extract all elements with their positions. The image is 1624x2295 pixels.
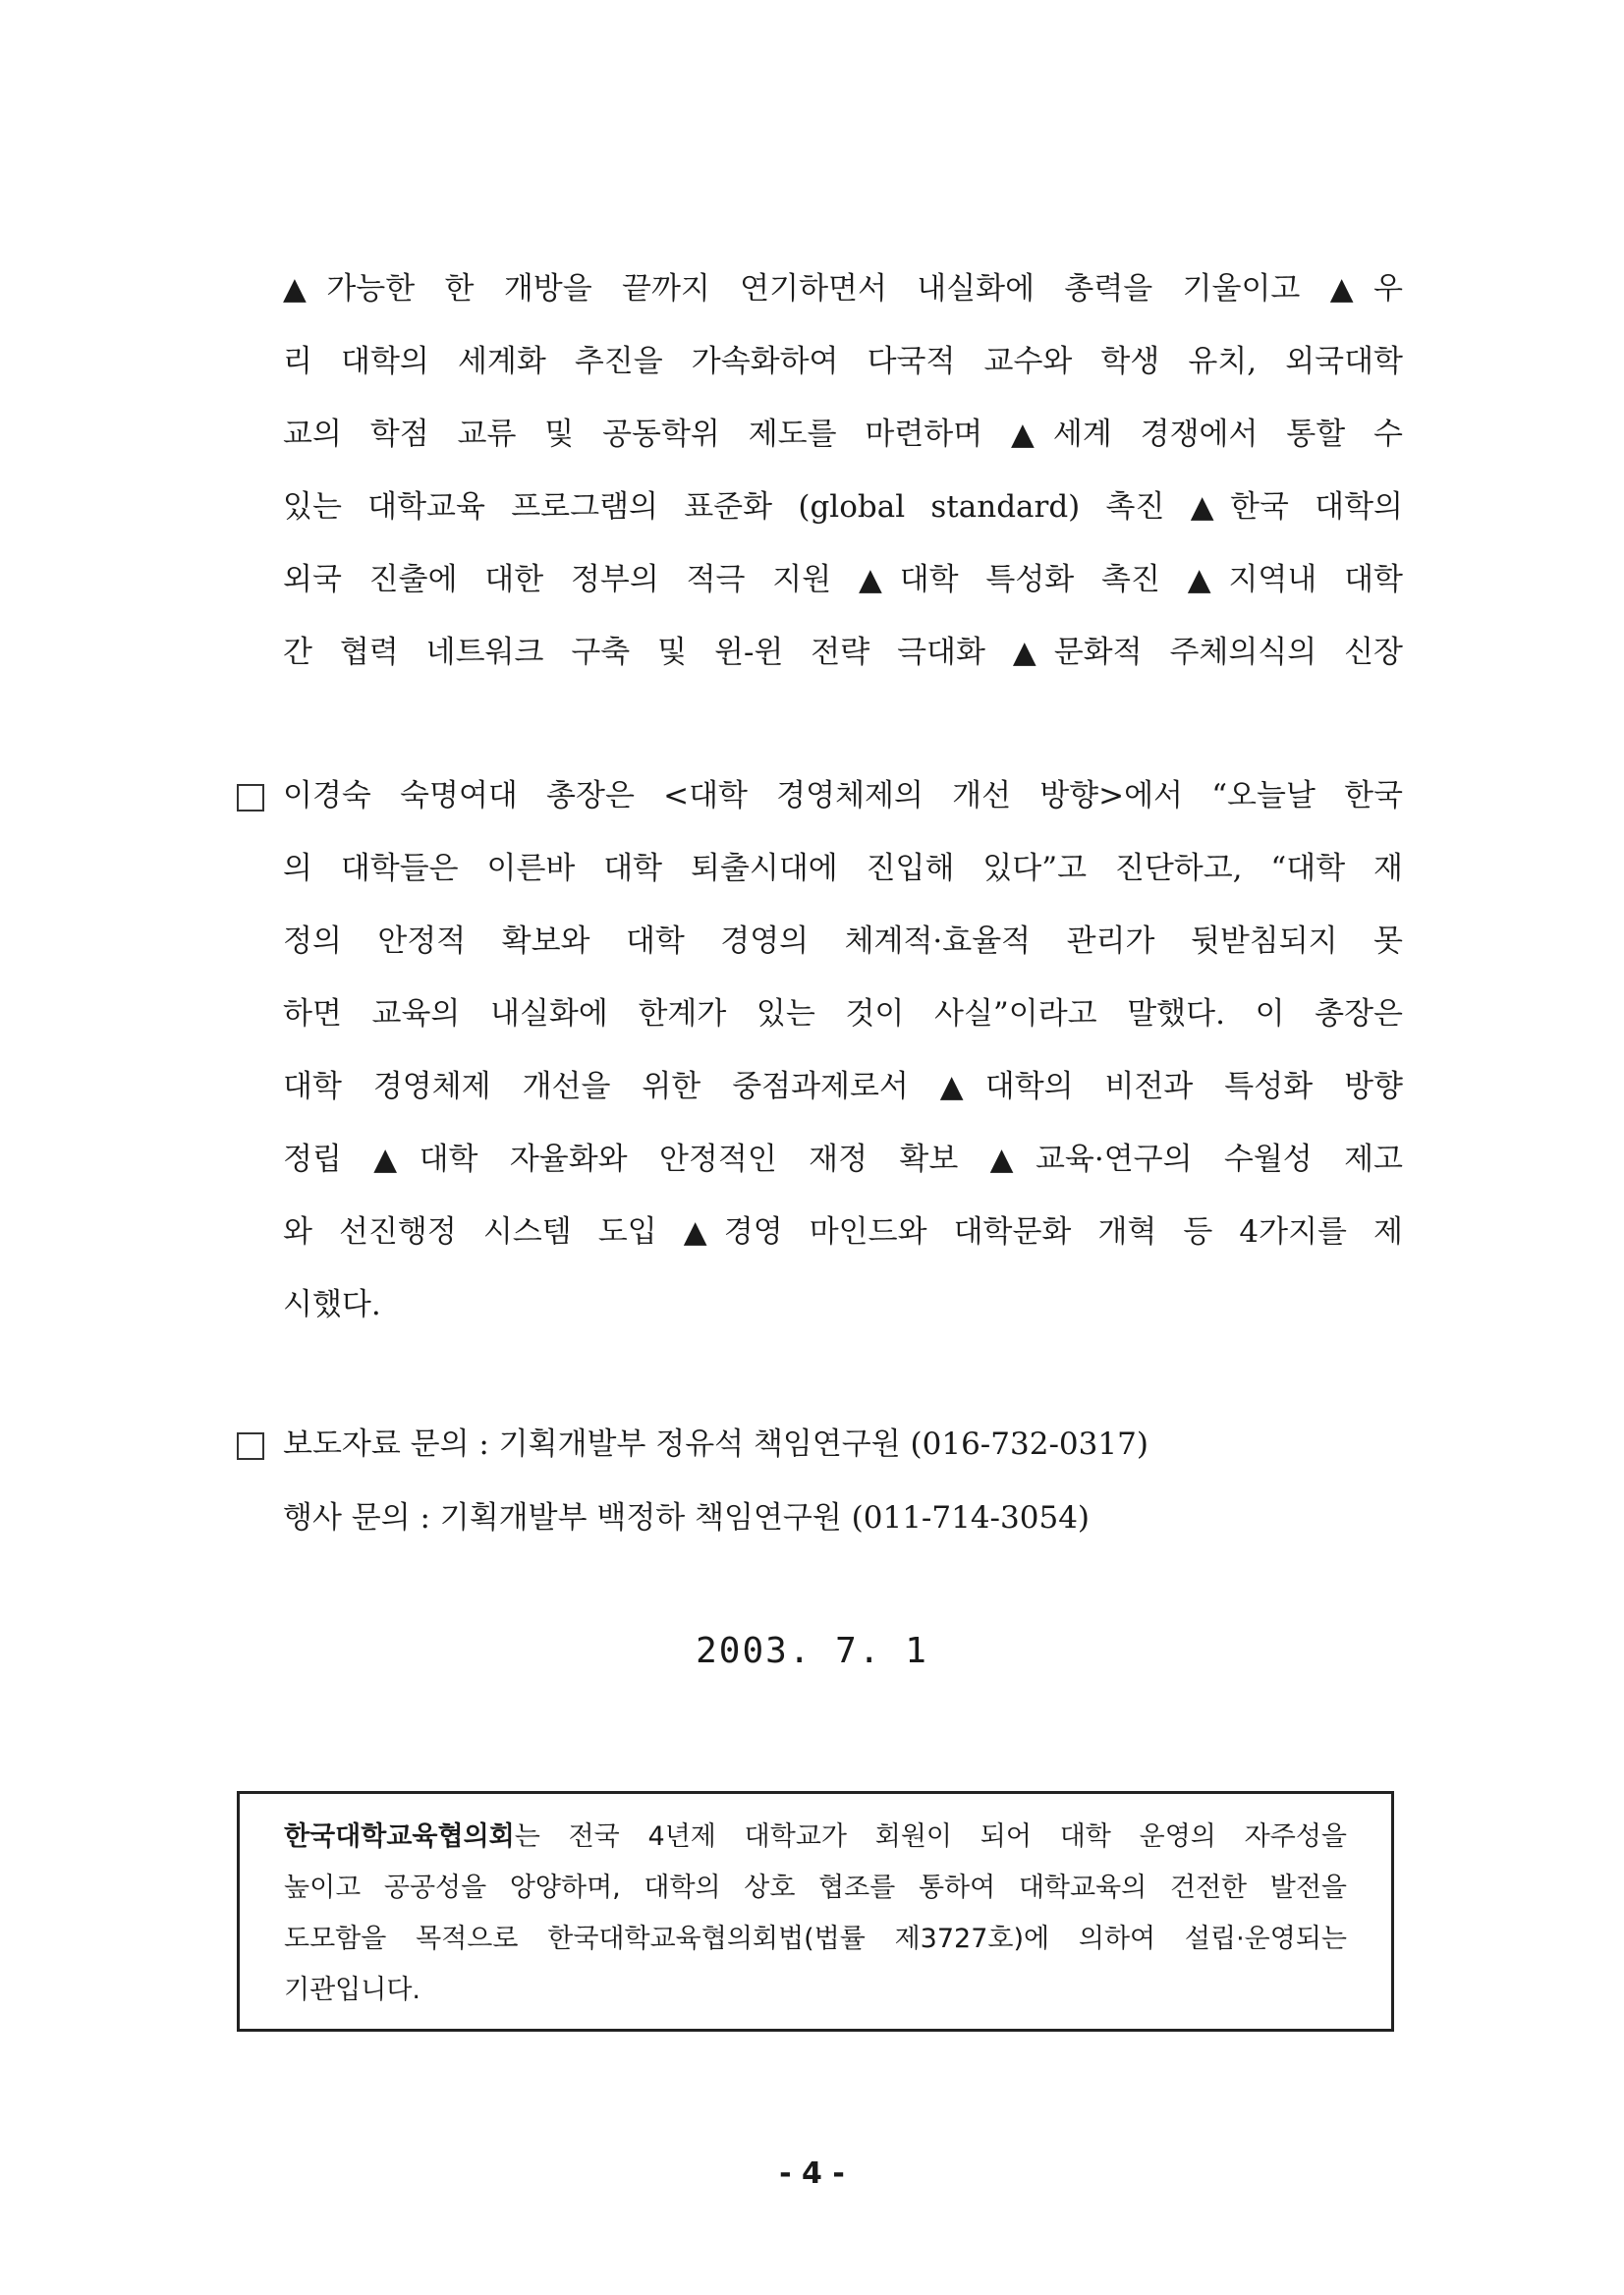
info-line: 높이고 공공성을 앙양하며, 대학의 상호 협조를 통하여 대학교육의 건전한 발전을 bbox=[284, 1873, 1347, 1903]
paragraph-line: 리 대학의 세계화 추진을 가속화하여 다국적 교수와 학생 유치, 외국대학 bbox=[283, 344, 1403, 379]
paragraph-line: 정립 ▲대학 자율화와 안정적인 재정 확보 ▲교육·연구의 수월성 제고 bbox=[283, 1142, 1403, 1177]
organization-info-box bbox=[237, 1791, 1394, 2032]
release-date: 2003. 7. 1 bbox=[696, 1631, 928, 1671]
paragraph-line: 간 협력 네트워크 구축 및 윈-윈 전략 극대화 ▲문화적 주체의식의 신장 bbox=[283, 635, 1403, 670]
paragraph-line: 대학 경영체제 개선을 위한 중점과제로서 ▲대학의 비전과 특성화 방향 bbox=[283, 1069, 1403, 1104]
paragraph-line: 정의 안정적 확보와 대학 경영의 체계적·효율적 관리가 뒷받침되지 못 bbox=[283, 924, 1403, 959]
info-line: 한국대학교육협의회는 전국 4년제 대학교가 회원이 되어 대학 운영의 자주성을 bbox=[284, 1821, 1347, 1852]
paragraph-line: ▲가능한 한 개방을 끝까지 연기하면서 내실화에 총력을 기울이고 ▲우 bbox=[283, 271, 1403, 307]
info-line: 기관입니다. bbox=[284, 1975, 420, 2005]
organization-name: 한국대학교육협의회 bbox=[284, 1821, 515, 1852]
paragraph-line: 교의 학점 교류 및 공동학위 제도를 마련하며 ▲세계 경쟁에서 통할 수 bbox=[283, 417, 1403, 452]
checkbox-icon bbox=[237, 784, 264, 812]
paragraph-line: 외국 진출에 대한 정부의 적극 지원 ▲대학 특성화 촉진 ▲지역내 대학 bbox=[283, 562, 1403, 597]
press-contact: 보도자료 문의 : 기획개발부 정유석 책임연구원 (016-732-0317) bbox=[283, 1427, 1148, 1462]
paragraph-line: 하면 교육의 내실화에 한계가 있는 것이 사실”이라고 말했다. 이 총장은 bbox=[283, 996, 1403, 1032]
paragraph-line: 이경숙 숙명여대 총장은 <대학 경영체제의 개선 방향>에서 “오늘날 한국 bbox=[283, 778, 1403, 813]
checkbox-icon bbox=[237, 1432, 264, 1460]
info-line: 도모함을 목적으로 한국대학교육협의회법(법률 제3727호)에 의하여 설립·운영되는 bbox=[284, 1924, 1347, 1954]
paragraph-1 bbox=[283, 252, 1403, 689]
page-number: - 4 - bbox=[779, 2156, 845, 2191]
paragraph-2 bbox=[283, 759, 1403, 1341]
paragraph-line: 와 선진행정 시스템 도입 ▲경영 마인드와 대학문화 개혁 등 4가지를 제 bbox=[283, 1214, 1403, 1250]
event-contact: 행사 문의 : 기획개발부 백정하 책임연구원 (011-714-3054) bbox=[283, 1500, 1091, 1536]
paragraph-line: 시했다. bbox=[283, 1287, 381, 1322]
paragraph-line: 의 대학들은 이른바 대학 퇴출시대에 진입해 있다”고 진단하고, “대학 재 bbox=[283, 851, 1403, 886]
paragraph-line: 있는 대학교육 프로그램의 표준화 (global standard) 촉진 ▲한국 대학의 bbox=[283, 489, 1403, 525]
